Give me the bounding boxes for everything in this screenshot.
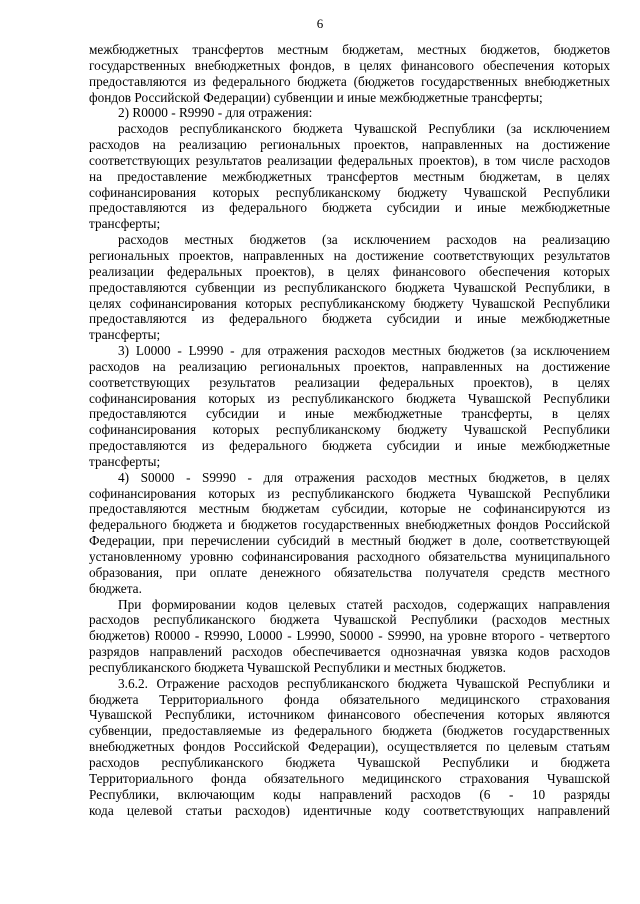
text-line: установленному уровню софинансирования расходного обязательства муниципального — [89, 549, 610, 564]
text-line: разрядов направлений расходов обеспечивается однозначная увязка кодов расходов — [89, 644, 610, 660]
text-line: софинансирования которых из республиканского бюджета Чувашской Республики — [89, 390, 610, 406]
text-line: межбюджетных трансфертов местным бюджетам, местных бюджетов, бюджетов — [89, 42, 610, 57]
text-line: Территориального фонда обязательного медицинского страхования Чувашской — [89, 770, 610, 786]
text-line: кода целевой статьи расходов) идентичные коду соответствующих направлений — [89, 802, 610, 818]
text-line: Чувашской Республики, источником финансового обеспечения которых являются — [89, 707, 610, 723]
text-line: фондов Российской Федерации) субвенции и иные межбюджетные трансферты; — [89, 89, 543, 105]
text-line: расходов республиканского бюджета Чувашской Республики и бюджета — [89, 754, 610, 770]
paragraph — [89, 676, 610, 819]
paragraph — [89, 42, 610, 105]
text-line: расходов республиканского бюджета Чувашской Республики (за исключением — [118, 121, 610, 137]
page-number: 6 — [316, 16, 324, 31]
text-line: При формировании кодов целевых статей расходов, содержащих направления — [118, 596, 610, 612]
text-line: соответствующих результатов реализации федеральных проектов), в целях — [89, 374, 610, 390]
text-line: трансферты; — [89, 327, 161, 343]
text-line: предоставляются субвенции из республиканского бюджета Чувашской Республики, в — [89, 279, 610, 295]
text-line: 2) R0000 - R9990 - для отражения: — [118, 105, 313, 121]
text-line: 4) S0000 - S9990 - для отражения расходов местных бюджетов, в целях — [118, 469, 610, 485]
text-line: расходов на реализацию региональных проектов, направленных на достижение — [89, 137, 610, 153]
text-line: субвенции, предоставляемые из федерального бюджета (бюджетов государственных — [89, 723, 610, 739]
text-line: республиканского бюджета Чувашской Республики и местных бюджетов. — [89, 659, 506, 675]
text-line: внебюджетных фондов Российской Федерации), осуществляется по целевым статьям — [89, 739, 610, 755]
text-line: Федерации, при перечислении субсидий в местный бюджет в доле, соответствующей — [89, 533, 610, 549]
text-line: предоставляются из федерального бюджета субсидии и иные межбюджетные — [89, 200, 610, 216]
paragraph — [89, 597, 610, 676]
text-line: 3) L0000 - L9990 - для отражения расходов местных бюджетов (за исключением — [118, 343, 610, 359]
text-line: 3.6.2. Отражение расходов республиканского бюджета Чувашской Республики и — [118, 675, 610, 691]
text-line: соответствующих результатов реализации федеральных проектов), в том числе расходов — [89, 152, 610, 168]
text-line: федерального бюджета и бюджетов государственных внебюджетных фондов Российской — [89, 517, 610, 533]
text-line: софинансирования которых из республиканского бюджета Чувашской Республики — [89, 485, 610, 501]
text-line: предоставляются местным бюджетам субсидии, которые не софинансируются из — [89, 501, 610, 517]
document-body — [89, 42, 610, 818]
paragraph — [89, 343, 610, 470]
text-line: предоставляются из федерального бюджета (бюджетов государственных внебюджетных — [89, 73, 610, 89]
text-line: софинансирования которых республиканскому бюджету Чувашской Республики — [89, 184, 610, 200]
text-line: бюджета. — [89, 580, 142, 596]
text-line: целях софинансирования которых республиканскому бюджету Чувашской Республики — [89, 295, 610, 311]
text-line: на предоставление межбюджетных трансфертов местным бюджетам, в целях — [89, 168, 610, 184]
text-line: предоставляются субсидии и иные межбюджетные трансферты, в целях — [89, 406, 610, 422]
text-line: трансферты; — [89, 216, 161, 232]
text-line: реализации федеральных проектов), в целях финансового обеспечения которых — [89, 263, 610, 279]
text-line: расходов местных бюджетов (за исключением расходов на реализацию — [118, 232, 610, 248]
text-line: расходов республиканского бюджета Чувашской Республики (расходов местных — [89, 612, 610, 628]
text-line: государственных внебюджетных фондов, в целях финансового обеспечения которых — [89, 57, 610, 73]
text-line: бюджетов) R0000 - R9990, L0000 - L9990, S0000 - S9990, на уровне второго - четвертого — [89, 628, 610, 644]
text-line: предоставляются из федерального бюджета субсидии и иные межбюджетные — [89, 311, 610, 327]
paragraph — [89, 105, 610, 121]
text-line: Республики, включающим коды направлений расходов (6 - 10 разряды — [89, 786, 610, 802]
paragraph — [89, 470, 610, 597]
text-line: региональных проектов, направленных на достижение соответствующих результатов — [89, 247, 610, 263]
text-line: бюджета Территориального фонда обязательного медицинского страхования — [89, 691, 610, 707]
text-line: софинансирования которых республиканскому бюджету Чувашской Республики — [89, 422, 610, 438]
text-line: предоставляются из федерального бюджета субсидии и иные межбюджетные — [89, 438, 610, 454]
text-line: трансферты; — [89, 453, 161, 469]
paragraph — [89, 121, 610, 232]
text-line: образования, при оплате денежного обязательства получателя средств местного — [89, 564, 610, 580]
paragraph — [89, 232, 610, 343]
text-line: расходов на реализацию региональных проектов, направленных на достижение — [89, 358, 610, 374]
